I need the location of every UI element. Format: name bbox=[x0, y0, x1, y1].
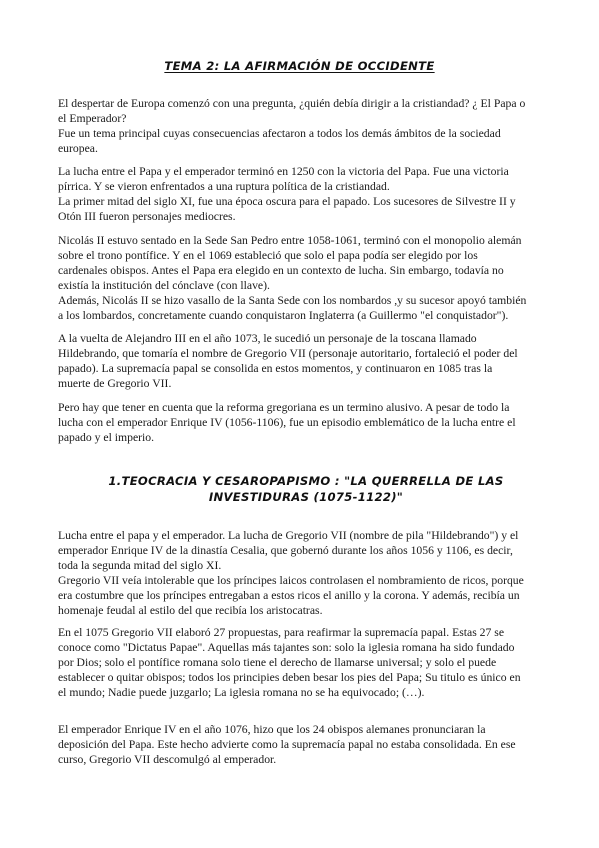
text-line: Nicolás II estuvo sentado en la Sede San Pedro entre 1058-1061, terminó con el monopolio alemán bbox=[58, 234, 522, 247]
text-line: papado). La supremacía papal se consolida en estos momentos, y continuaron en 1085 tras la bbox=[58, 362, 493, 375]
section-heading-line: INVESTIDURAS (1075-1122)" bbox=[208, 490, 404, 504]
text-line: deposición del Papa. Este hecho advierte como la supremacía papal no estaba consolidada. En ese bbox=[58, 738, 516, 751]
text-line: homenaje feudal al estilo del que recibía los aristocatras. bbox=[58, 604, 323, 617]
text-line: muerte de Gregorio VII. bbox=[58, 377, 172, 390]
text-line: cardenales obispos. Antes el Papa era elegido en un contexto de lucha. Sin embargo, todavía no bbox=[58, 264, 504, 277]
paragraph-2 bbox=[58, 164, 548, 224]
text-line: El emperador Enrique IV en el año 1076, hizo que los 24 obispos alemanes pronunciaran la bbox=[58, 723, 486, 736]
paragraph-8 bbox=[58, 722, 548, 767]
paragraph-6 bbox=[58, 528, 548, 618]
paragraph-4 bbox=[58, 331, 548, 391]
text-line: Además, Nicolás II se hizo vasallo de la Santa Sede con los nombardos ,y su sucesor apoyó también bbox=[58, 294, 527, 307]
text-line: a los lombardos, concretamente cuando conquistaron Inglaterra (a Guillermo "el conquistador"). bbox=[58, 309, 509, 322]
text-line: lucha con el emperador Enrique IV (1056-1106), fue un episodio emblemático de la lucha entre el bbox=[58, 416, 516, 429]
page-title bbox=[0, 58, 599, 75]
page-title-text: TEMA 2: LA AFIRMACIÓN DE OCCIDENTE bbox=[164, 59, 435, 73]
text-line: pírrica. Y se vieron enfrentados a una ruptura política de la cristiandad. bbox=[58, 180, 390, 193]
text-line: por Dios; solo el pontífice romana solo tiene el derecho de llamarse universal; y solo el puede bbox=[58, 656, 497, 669]
text-line: el Emperador? bbox=[58, 112, 127, 125]
text-line: el mundo; Nadie puede juzgarlo; La iglesia romana no se ha equivocado; (…). bbox=[58, 686, 425, 699]
text-line: curso, Gregorio VII descomulgó al emperador. bbox=[58, 753, 277, 766]
text-line: europea. bbox=[58, 142, 98, 155]
text-line: Otón III fueron personajes mediocres. bbox=[58, 210, 236, 223]
text-line: sobre el trono pontífice. Y en el 1069 estableció que solo el papa podía ser elegido por los bbox=[58, 249, 478, 262]
text-line: conoce como "Dictatus Papae". Aquellas más tajantes son: solo la iglesia romana ha sido fundado bbox=[58, 641, 515, 654]
text-line: La lucha entre el Papa y el emperador terminó en 1250 con la victoria del Papa. Fue una victoria bbox=[58, 165, 509, 178]
text-line: Pero hay que tener en cuenta que la reforma gregoriana es un termino alusivo. A pesar de todo la bbox=[58, 401, 510, 414]
text-line: Hildebrando, que tomaría el nombre de Gregorio VII (personaje autoritario, fortaleció el poder del bbox=[58, 347, 518, 360]
paragraph-7 bbox=[58, 625, 548, 700]
text-line: establecer o quitar obispos; todos los principies deben besar los pies del Papa; Su titulo es único en bbox=[58, 671, 521, 684]
text-line: emperador Enrique IV de la dinastía Cesalia, que gobernó durante los años 1056 y 1106, es decir, bbox=[58, 544, 513, 557]
text-line: Fue un tema principal cuyas consecuencias afectaron a todos los demás ámbitos de la sociedad bbox=[58, 127, 501, 140]
text-line: era costumbre que los príncipes entregaban a estos ricos el anillo y la corona. Y además, recibía un bbox=[58, 589, 520, 602]
text-line: Lucha entre el papa y el emperador. La lucha de Gregorio VII (nombre de pila "Hildebrando") y el bbox=[58, 529, 519, 542]
text-line: En el 1075 Gregorio VII elaboró 27 propuestas, para reafirmar la supremacía papal. Estas 27 se bbox=[58, 626, 505, 639]
paragraph-5 bbox=[58, 400, 548, 445]
paragraph-1 bbox=[58, 96, 548, 156]
text-line: La primer mitad del siglo XI, fue una época oscura para el papado. Los sucesores de Silvestre II y bbox=[58, 195, 516, 208]
text-line: A la vuelta de Alejandro III en el año 1073, le sucedió un personaje de la toscana llamado bbox=[58, 332, 477, 345]
text-line: toda la segunda mitad del siglo XI. bbox=[58, 559, 222, 572]
paragraph-3 bbox=[58, 233, 548, 323]
section-heading-line: 1.TEOCRACIA Y CESAROPAPISMO : "LA QUERRELLA DE LAS bbox=[108, 474, 504, 488]
text-line: existía la institución del cónclave (con llave). bbox=[58, 279, 270, 292]
text-line: Gregorio VII veía intolerable que los príncipes laicos controlasen el nombramiento de ricos, porque bbox=[58, 574, 524, 587]
text-line: El despertar de Europa comenzó con una pregunta, ¿quién debía dirigir a la cristiandad? ¿ El Papa o bbox=[58, 97, 526, 110]
text-line: papado y el imperio. bbox=[58, 431, 155, 444]
section-heading bbox=[96, 473, 516, 505]
